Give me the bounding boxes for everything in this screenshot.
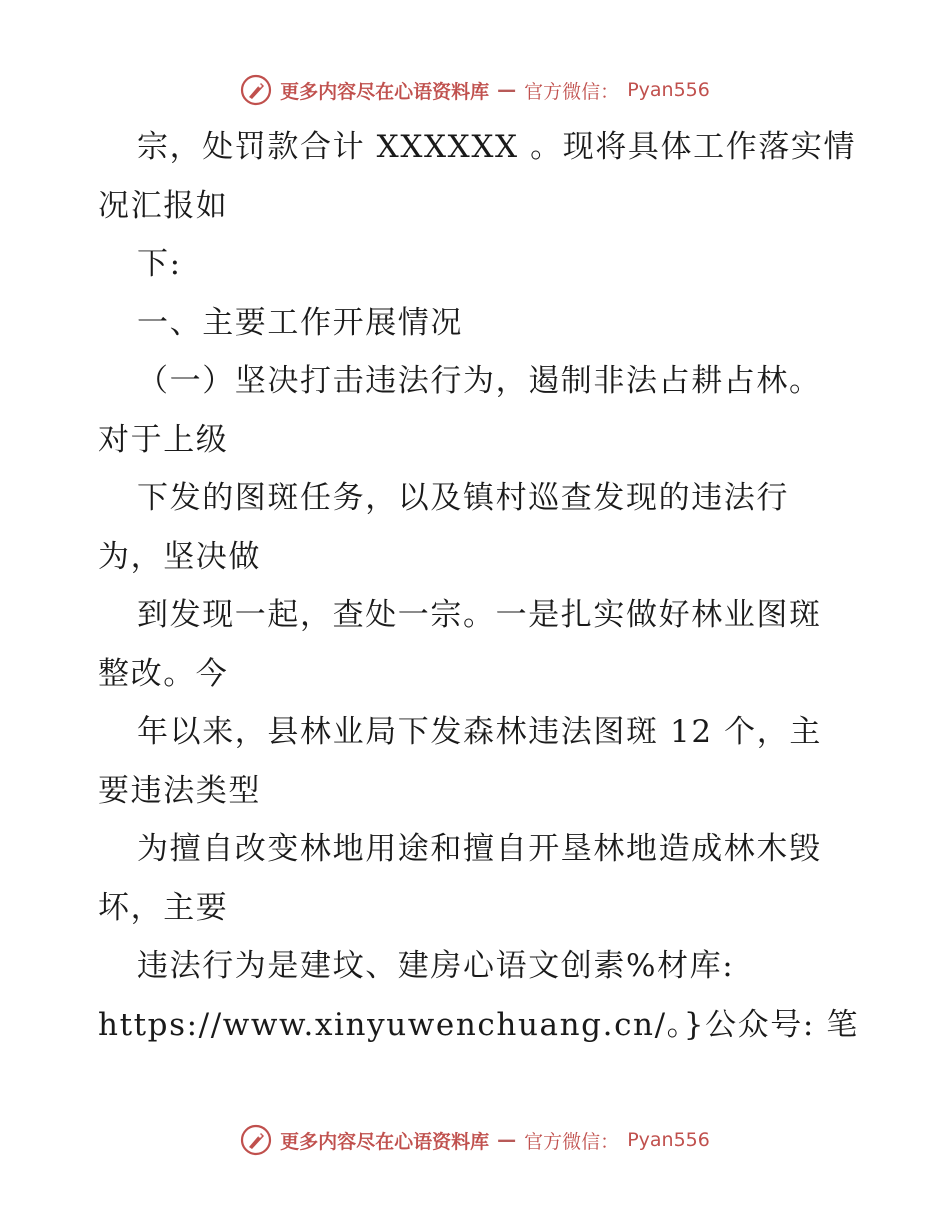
- body-line: 坏，主要: [98, 889, 229, 926]
- footer-wechat-label: 官方微信：: [524, 1130, 620, 1153]
- document-body: [98, 118, 858, 1054]
- footer-main-text: 更多内容尽在心语资料库: [280, 1130, 490, 1153]
- body-line: 整改。今: [98, 655, 229, 692]
- body-line: 下:: [137, 246, 182, 282]
- body-line: 要违法类型: [98, 772, 261, 809]
- body-line: 为，坚决做: [98, 538, 261, 575]
- footer-wechat-id: Pyan556: [627, 1129, 710, 1151]
- body-line: 对于上级: [98, 421, 229, 458]
- header-watermark-banner: [0, 70, 950, 110]
- body-line: 年以来，县林业局下发森林违法图斑 12 个，主: [137, 714, 822, 750]
- body-line: 下发的图斑任务，以及镇村巡查发现的违法行: [137, 480, 789, 516]
- footer-separator: —: [497, 1129, 517, 1151]
- body-line: https://www.xinyuwenchuang.cn/。}公众号: 笔: [98, 1006, 859, 1043]
- header-wechat-label: 官方微信：: [524, 80, 620, 103]
- body-line: 宗，处罚款合计 XXXXXX 。现将具体工作落实情: [137, 129, 857, 165]
- pen-nib-logo-icon: [240, 74, 272, 106]
- body-line: 况汇报如: [98, 187, 229, 224]
- header-main-text: 更多内容尽在心语资料库: [280, 80, 490, 103]
- subsection-heading: （一）坚决打击违法行为，遏制非法占耕占林。: [137, 363, 822, 399]
- body-line: 违法行为是建坟、建房心语文创素%材库:: [137, 948, 735, 984]
- footer-watermark-banner: [0, 1120, 950, 1160]
- section-heading: 一、主要工作开展情况: [137, 304, 463, 341]
- pen-nib-logo-icon: [240, 1124, 272, 1156]
- header-wechat-id: Pyan556: [627, 79, 710, 101]
- body-line: 到发现一起，查处一宗。一是扎实做好林业图斑: [137, 597, 822, 633]
- header-separator: —: [497, 79, 517, 101]
- body-line: 为擅自改变林地用途和擅自开垦林地造成林木毁: [137, 831, 822, 867]
